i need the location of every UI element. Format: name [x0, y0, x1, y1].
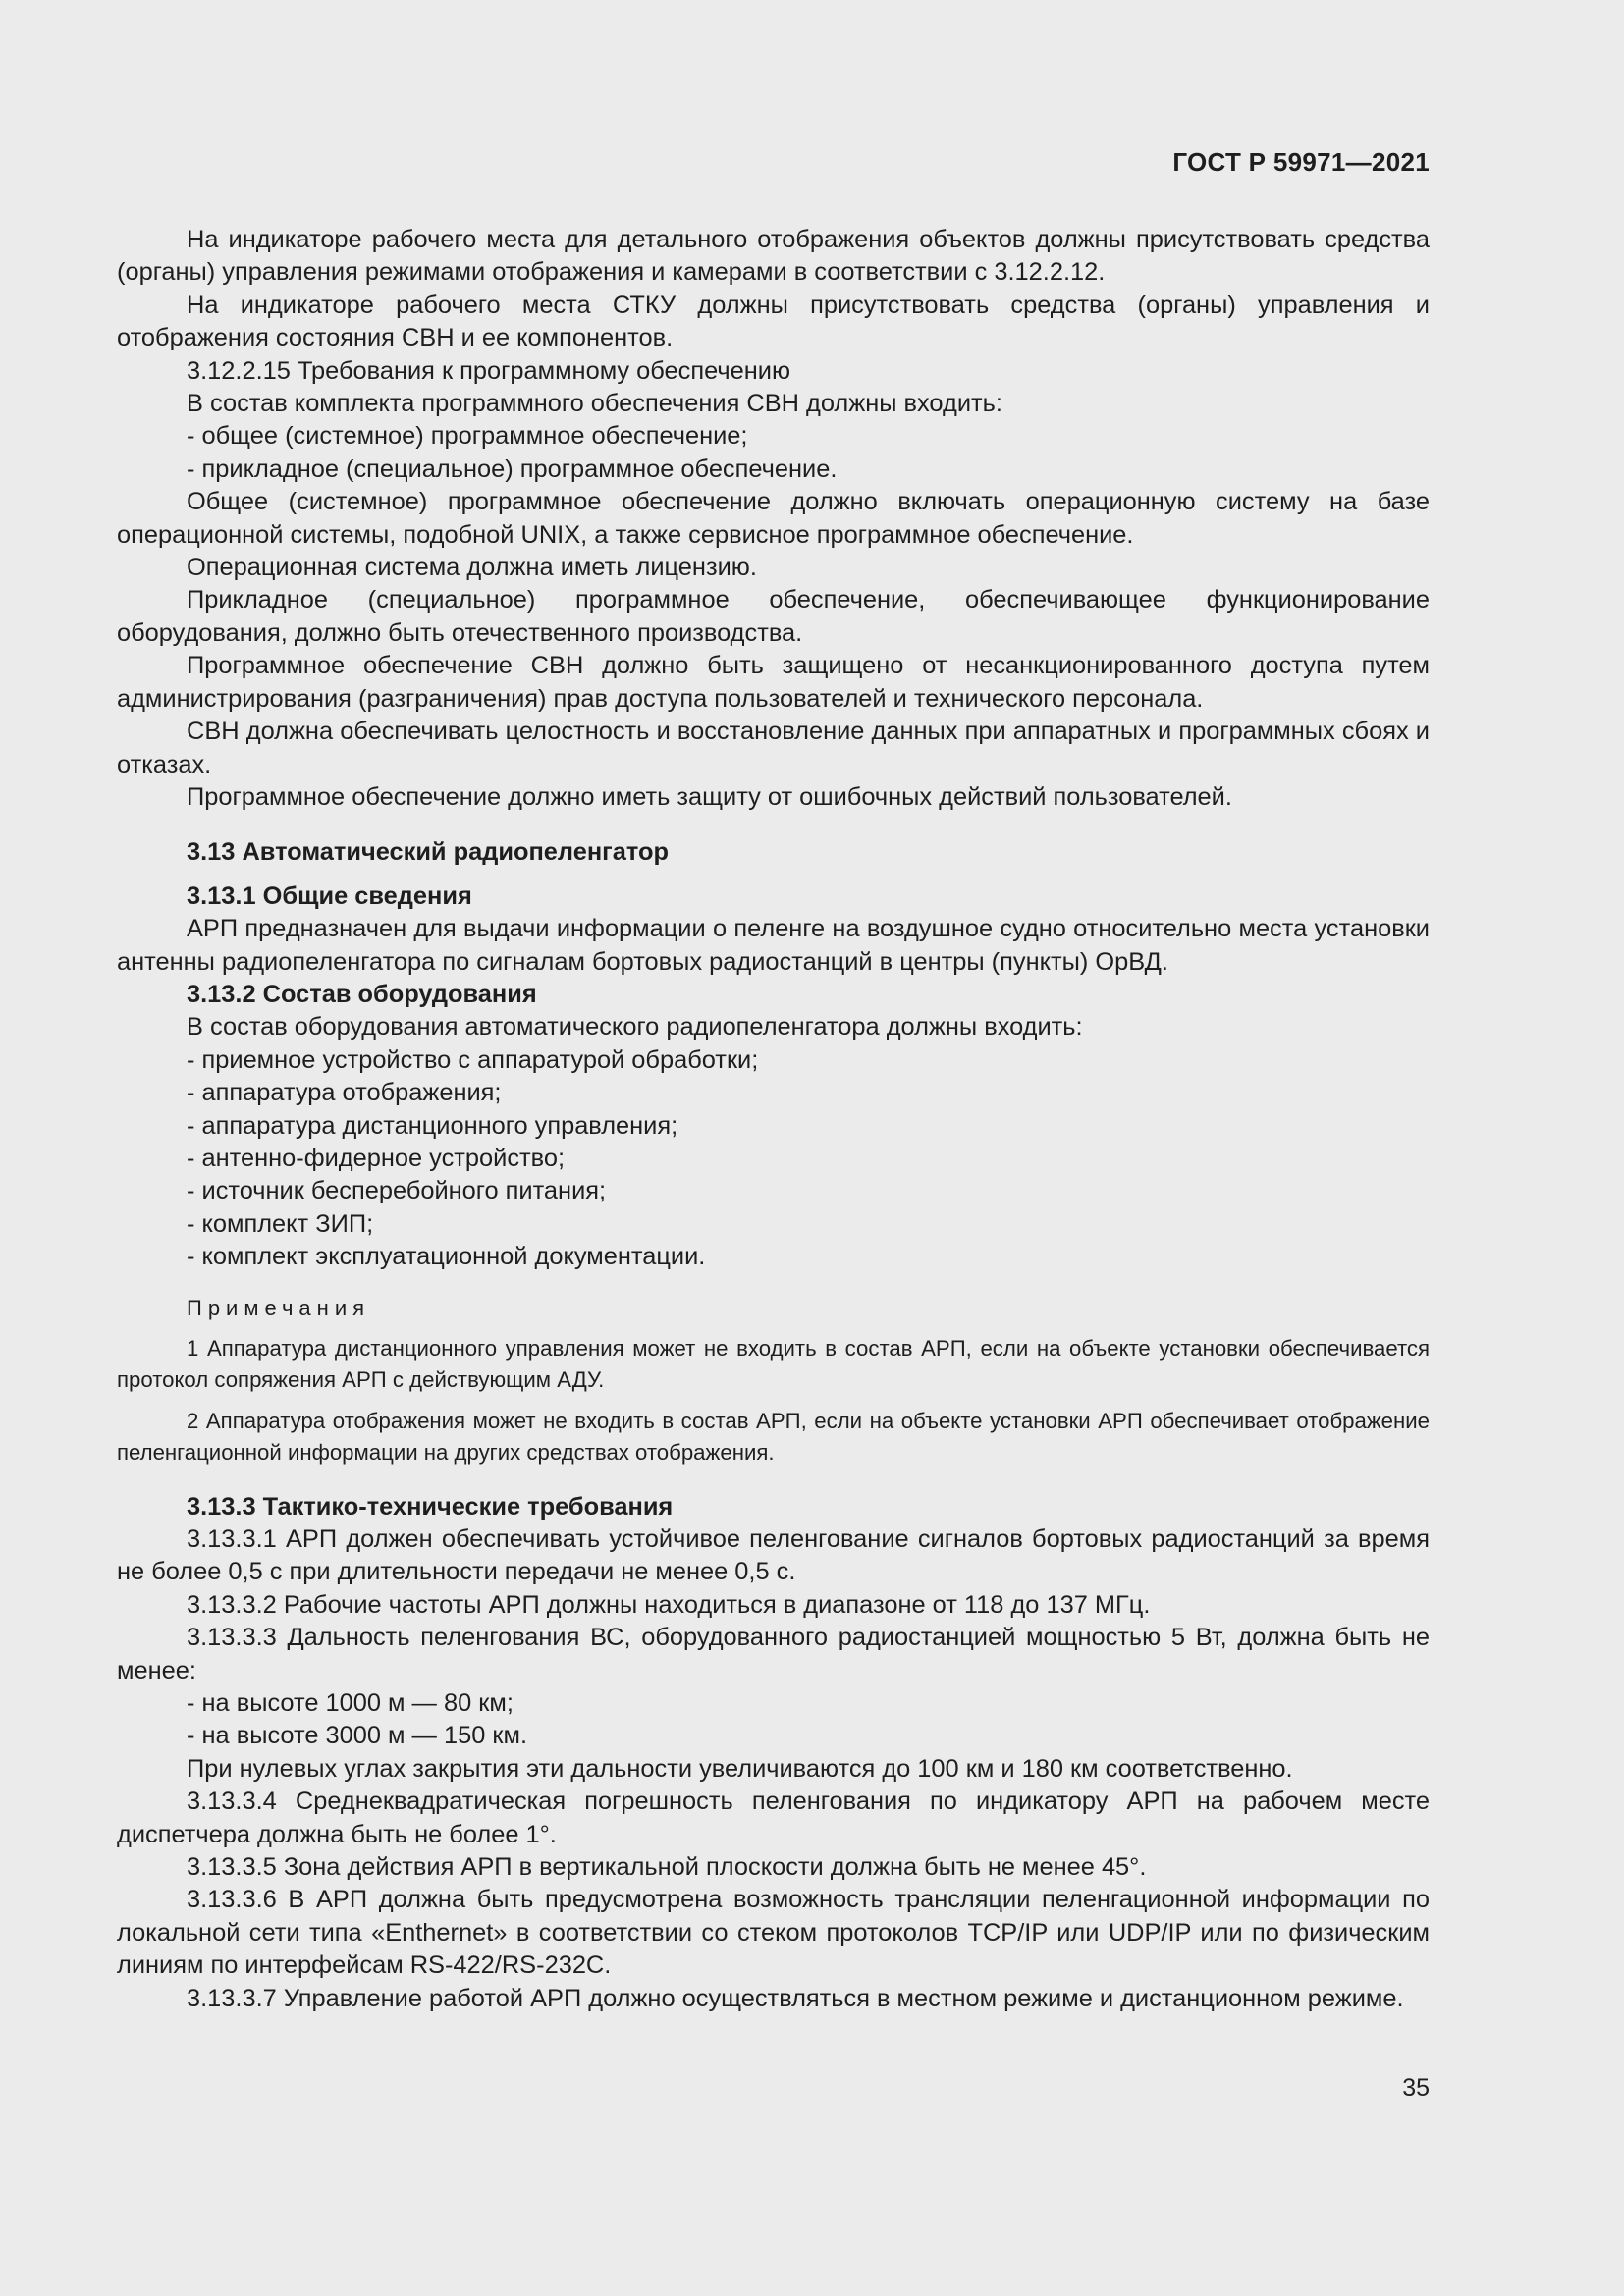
paragraph: 3.13.3.1 АРП должен обеспечивать устойчивое пеленгование сигналов бортовых радиостанций за время не более 0,5 с при длительности передачи не менее 0,5 с.: [117, 1525, 1430, 1586]
paragraph: 3.13.3.3 Дальность пеленгования ВС, оборудованного радиостанцией мощностью 5 Вт, должна быть не менее:: [117, 1624, 1430, 1684]
subsection-heading: 3.13.1 Общие сведения: [187, 881, 472, 910]
paragraph: 3.13.3.7 Управление работой АРП должно осуществляться в местном режиме и дистанционном режиме.: [187, 1984, 1404, 2012]
list-item: - прикладное (специальное) программное обеспечение.: [187, 454, 838, 483]
list-item: - аппаратура отображения;: [187, 1079, 502, 1107]
list-item: - аппаратура дистанционного управления;: [187, 1111, 678, 1140]
page-number: 35: [1402, 2074, 1430, 2102]
paragraph: На индикаторе рабочего места для детального отображения объектов должны присутствовать средства (органы) управления режимами отображения и камерами в соответствии с 3.12.2.12.: [117, 226, 1430, 287]
document-body: [117, 224, 1430, 2015]
paragraph: В состав оборудования автоматического радиопеленгатора должны входить:: [187, 1013, 1083, 1041]
list-item: - на высоте 1000 м — 80 км;: [187, 1689, 514, 1718]
paragraph: Программное обеспечение должно иметь защиту от ошибочных действий пользователей.: [187, 782, 1232, 811]
document-header: ГОСТ Р 59971—2021: [1172, 147, 1430, 177]
paragraph: 3.13.3.5 Зона действия АРП в вертикальной плоскости должна быть не менее 45°.: [187, 1853, 1147, 1882]
list-item: - комплект эксплуатационной документации.: [187, 1243, 706, 1271]
paragraph: СВН должна обеспечивать целостность и восстановление данных при аппаратных и программных сбоях и отказах.: [117, 718, 1430, 778]
list-item: - общее (системное) программное обеспечение;: [187, 422, 748, 451]
note-item: 1 Аппаратура дистанционного управления может не входить в состав АРП, если на объекте установки обеспечивается протокол сопряжения АРП с действующим АДУ.: [117, 1335, 1430, 1392]
section-heading: 3.13 Автоматический радиопеленгатор: [187, 838, 669, 867]
list-item: - приемное устройство с аппаратурой обработки;: [187, 1045, 759, 1074]
paragraph: В состав комплекта программного обеспечения СВН должны входить:: [187, 390, 1002, 418]
paragraph: Операционная система должна иметь лицензию.: [187, 554, 757, 582]
paragraph: 3.13.3.4 Среднеквадратическая погрешность пеленгования по индикатору АРП на рабочем месте диспетчера должна быть не более 1°.: [117, 1788, 1430, 1848]
notes-title: Примечания: [187, 1295, 371, 1320]
subsection-title: 3.12.2.15 Требования к программному обеспечению: [187, 356, 791, 385]
subsection-heading: 3.13.2 Состав оборудования: [187, 980, 537, 1008]
list-item: - источник бесперебойного питания;: [187, 1177, 607, 1205]
paragraph: На индикаторе рабочего места СТКУ должны присутствовать средства (органы) управления и отображения состояния СВН и ее компонентов.: [117, 291, 1430, 352]
paragraph: 3.13.3.2 Рабочие частоты АРП должны находиться в диапазоне от 118 до 137 МГц.: [187, 1590, 1151, 1619]
list-item: - комплект ЗИП;: [187, 1209, 374, 1238]
paragraph: 3.13.3.6 В АРП должна быть предусмотрена возможность трансляции пеленгационной информации по локальной сети типа «Enthernet» в соответствии со стеком протоколов TCP/IP или UDP/IP или по физическим линиям по интерфейсам RS-422/RS-232C.: [117, 1886, 1430, 1980]
list-item: - на высоте 3000 м — 150 км.: [187, 1722, 528, 1750]
paragraph: При нулевых углах закрытия эти дальности увеличиваются до 100 км и 180 км соответственно.: [187, 1754, 1293, 1783]
subsection-heading: 3.13.3 Тактико-технические требования: [187, 1492, 674, 1521]
paragraph: Общее (системное) программное обеспечение должно включать операционную систему на базе операционной системы, подобной UNIX, а также сервисное программное обеспечение.: [117, 488, 1430, 549]
paragraph: Прикладное (специальное) программное обеспечение, обеспечивающее функционирование оборудования, должно быть отечественного производства.: [117, 586, 1430, 647]
paragraph: АРП предназначен для выдачи информации о пеленге на воздушное судно относительно места установки антенны радиопеленгатора по сигналам бортовых радиостанций в центры (пункты) ОрВД.: [117, 915, 1430, 976]
note-item: 2 Аппаратура отображения может не входить в состав АРП, если на объекте установки АРП обеспечивает отображение пеленгационной информации на других средствах отображения.: [117, 1408, 1430, 1465]
list-item: - антенно-фидерное устройство;: [187, 1144, 566, 1172]
paragraph: Программное обеспечение СВН должно быть защищено от несанкционированного доступа путем администрирования (разграничения) прав доступа пользователей и технического персонала.: [117, 652, 1430, 713]
